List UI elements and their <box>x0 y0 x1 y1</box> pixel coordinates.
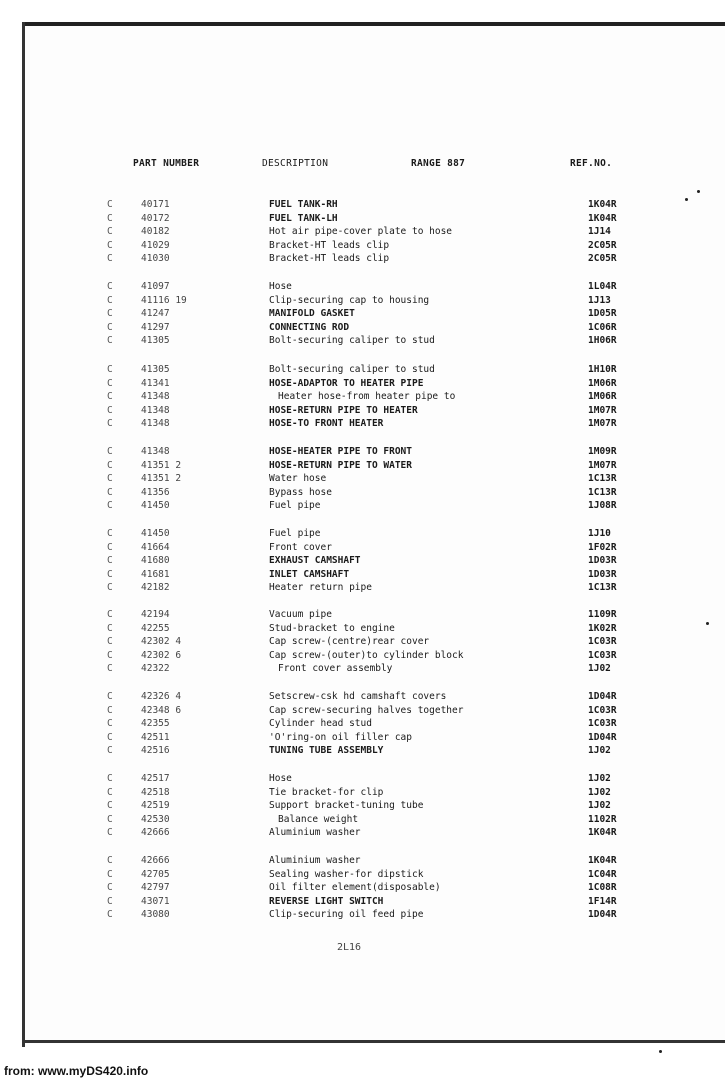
reference-number: 1M06R <box>588 377 617 389</box>
part-number: 42705 <box>141 868 170 880</box>
reference-number: 1C13R <box>588 582 617 594</box>
parts-group <box>0 690 660 758</box>
part-description: Setscrew-csk hd camshaft covers <box>269 691 447 702</box>
change-code: C <box>107 813 113 825</box>
table-row <box>0 459 660 473</box>
part-description: Hose <box>269 281 292 292</box>
table-row <box>0 881 660 895</box>
part-description: TUNING TUBE ASSEMBLY <box>269 745 384 757</box>
table-row <box>0 581 660 595</box>
reference-number: 1K04R <box>588 199 617 210</box>
part-description: Cap screw-securing halves together <box>269 704 464 716</box>
table-row <box>0 363 660 377</box>
part-number: 41029 <box>141 239 170 251</box>
change-code: C <box>107 718 113 730</box>
reference-number: 1M06R <box>588 391 617 403</box>
part-description: HOSE-RETURN PIPE TO WATER <box>269 459 412 471</box>
table-row <box>0 568 660 582</box>
change-code: C <box>107 609 113 620</box>
part-description: Cylinder head stud <box>269 718 372 730</box>
part-number: 41450 <box>141 500 170 512</box>
scan-speck <box>659 1050 662 1053</box>
change-code: C <box>107 636 113 648</box>
table-row <box>0 417 660 431</box>
part-description: Bypass hose <box>269 486 332 498</box>
reference-number: 1J10 <box>588 528 611 539</box>
reference-number: 1K02R <box>588 622 617 634</box>
reference-number: 1F14R <box>588 895 617 907</box>
header-ref-no: REF.NO. <box>570 158 613 169</box>
part-number: 40172 <box>141 212 170 224</box>
part-description: HOSE-HEATER PIPE TO FRONT <box>269 446 412 457</box>
change-code: C <box>107 773 113 784</box>
reference-number: 2C05R <box>588 253 617 265</box>
part-description: Oil filter element(disposable) <box>269 882 441 894</box>
part-description: Hose <box>269 773 292 784</box>
part-description: Front cover assembly <box>278 663 393 675</box>
part-number: 42518 <box>141 786 170 798</box>
table-row <box>0 744 660 758</box>
change-code: C <box>107 827 113 839</box>
table-row <box>0 252 660 266</box>
change-code: C <box>107 800 113 812</box>
reference-number: 1D04R <box>588 691 617 702</box>
part-description: Hot air pipe-cover plate to hose <box>269 226 453 238</box>
part-number: 41664 <box>141 541 170 553</box>
part-description: MANIFOLD GASKET <box>269 308 355 320</box>
change-code: C <box>107 446 113 457</box>
table-row <box>0 908 660 922</box>
table-row <box>0 294 660 308</box>
part-description: Fuel pipe <box>269 500 321 512</box>
change-code: C <box>107 582 113 594</box>
part-number: 41356 <box>141 486 170 498</box>
reference-number: 1D03R <box>588 568 617 580</box>
part-number: 41247 <box>141 308 170 320</box>
change-code: C <box>107 541 113 553</box>
change-code: C <box>107 253 113 265</box>
part-number: 41348 <box>141 404 170 416</box>
table-row <box>0 826 660 840</box>
change-code: C <box>107 294 113 306</box>
part-number: 41450 <box>141 528 170 539</box>
source-footer: from: www.myDS420.info <box>4 1064 149 1078</box>
part-description: Water hose <box>269 473 327 485</box>
part-description: Cap screw-(centre)rear cover <box>269 636 430 648</box>
part-number: 42302 4 <box>141 636 182 648</box>
reference-number: 1K04R <box>588 212 617 224</box>
table-row <box>0 307 660 321</box>
change-code: C <box>107 731 113 743</box>
part-description: Heater return pipe <box>269 582 372 594</box>
reference-number: 2C05R <box>588 239 617 251</box>
change-code: C <box>107 226 113 238</box>
part-description: HOSE-TO FRONT HEATER <box>269 418 384 430</box>
part-number: 42322 <box>141 663 170 675</box>
part-number: 42348 6 <box>141 704 182 716</box>
part-description: Cap screw-(outer)to cylinder block <box>269 649 464 661</box>
scan-speck <box>697 190 700 193</box>
change-code: C <box>107 868 113 880</box>
change-code: C <box>107 882 113 894</box>
reference-number: 1C08R <box>588 882 617 894</box>
reference-number: 1H06R <box>588 335 617 347</box>
reference-number: 1D03R <box>588 555 617 567</box>
table-row <box>0 321 660 335</box>
reference-number: 1M07R <box>588 404 617 416</box>
table-row <box>0 662 660 676</box>
reference-number: 1102R <box>588 813 617 825</box>
table-row <box>0 608 660 622</box>
part-description: Support bracket-tuning tube <box>269 800 424 812</box>
part-number: 42302 6 <box>141 649 182 661</box>
header-range: RANGE 887 <box>411 158 466 169</box>
part-description: 'O'ring-on oil filler cap <box>269 731 412 743</box>
change-code: C <box>107 377 113 389</box>
part-description: Bolt-securing caliper to stud <box>269 364 435 375</box>
part-description: Bolt-securing caliper to stud <box>269 335 435 347</box>
parts-group <box>0 363 660 431</box>
reference-number: 1J14 <box>588 226 611 238</box>
part-description: Fuel pipe <box>269 528 321 539</box>
reference-number: 1C04R <box>588 868 617 880</box>
part-description: REVERSE LIGHT SWITCH <box>269 895 384 907</box>
table-row <box>0 717 660 731</box>
part-number: 43071 <box>141 895 170 907</box>
bottom-border-rule <box>22 1040 725 1043</box>
reference-number: 1J02 <box>588 786 611 798</box>
page-number: 2L16 <box>337 942 362 953</box>
change-code: C <box>107 568 113 580</box>
part-description: Balance weight <box>278 813 359 825</box>
part-number: 42666 <box>141 827 170 839</box>
reference-number: 1H10R <box>588 364 617 375</box>
part-number: 41348 <box>141 418 170 430</box>
reference-number: 1D05R <box>588 308 617 320</box>
reference-number: 1K04R <box>588 827 617 839</box>
reference-number: 1C03R <box>588 649 617 661</box>
part-description: INLET CAMSHAFT <box>269 568 350 580</box>
reference-number: 1K04R <box>588 855 617 866</box>
change-code: C <box>107 308 113 320</box>
change-code: C <box>107 622 113 634</box>
change-code: C <box>107 391 113 403</box>
part-number: 41348 <box>141 446 170 457</box>
table-row <box>0 868 660 882</box>
table-row <box>0 622 660 636</box>
change-code: C <box>107 321 113 333</box>
table-row <box>0 239 660 253</box>
table-row <box>0 704 660 718</box>
parts-group <box>0 445 660 513</box>
change-code: C <box>107 745 113 757</box>
change-code: C <box>107 500 113 512</box>
part-description: Stud-bracket to engine <box>269 622 395 634</box>
change-code: C <box>107 663 113 675</box>
parts-group <box>0 854 660 922</box>
table-row <box>0 649 660 663</box>
part-description: Front cover <box>269 541 332 553</box>
part-number: 42182 <box>141 582 170 594</box>
change-code: C <box>107 555 113 567</box>
part-number: 41030 <box>141 253 170 265</box>
table-row <box>0 499 660 513</box>
table-row <box>0 772 660 786</box>
change-code: C <box>107 855 113 866</box>
part-number: 42517 <box>141 773 170 784</box>
reference-number: 1M07R <box>588 459 617 471</box>
change-code: C <box>107 239 113 251</box>
table-row <box>0 212 660 226</box>
table-row <box>0 554 660 568</box>
part-description: Clip-securing oil feed pipe <box>269 909 424 921</box>
part-description: Bracket-HT leads clip <box>269 239 390 251</box>
part-number: 41351 2 <box>141 473 182 485</box>
reference-number: 1J08R <box>588 500 617 512</box>
table-row <box>0 895 660 909</box>
change-code: C <box>107 404 113 416</box>
part-number: 42326 4 <box>141 691 182 702</box>
parts-group <box>0 608 660 676</box>
table-row <box>0 472 660 486</box>
reference-number: 1J02 <box>588 773 611 784</box>
part-number: 41297 <box>141 321 170 333</box>
parts-group <box>0 280 660 348</box>
table-row <box>0 854 660 868</box>
part-number: 42516 <box>141 745 170 757</box>
reference-number: 1J02 <box>588 663 611 675</box>
table-row <box>0 334 660 348</box>
part-description: Heater hose-from heater pipe to <box>278 391 456 403</box>
part-number: 42530 <box>141 813 170 825</box>
table-row <box>0 377 660 391</box>
part-number: 42797 <box>141 882 170 894</box>
part-number: 40182 <box>141 226 170 238</box>
change-code: C <box>107 895 113 907</box>
part-number: 41097 <box>141 281 170 292</box>
reference-number: 1C06R <box>588 321 617 333</box>
part-description: Bracket-HT leads clip <box>269 253 390 265</box>
change-code: C <box>107 473 113 485</box>
part-description: FUEL TANK-LH <box>269 212 338 224</box>
part-description: CONNECTING ROD <box>269 321 350 333</box>
part-description: Sealing washer-for dipstick <box>269 868 424 880</box>
table-row <box>0 390 660 404</box>
part-description: Aluminium washer <box>269 827 361 839</box>
part-description: Aluminium washer <box>269 855 361 866</box>
part-description: Vacuum pipe <box>269 609 332 620</box>
reference-number: 1L04R <box>588 281 617 292</box>
change-code: C <box>107 418 113 430</box>
part-number: 41305 <box>141 335 170 347</box>
reference-number: 1C03R <box>588 636 617 648</box>
part-description: FUEL TANK-RH <box>269 199 338 210</box>
part-description: HOSE-ADAPTOR TO HEATER PIPE <box>269 377 424 389</box>
part-number: 42355 <box>141 718 170 730</box>
scan-speck <box>685 198 688 201</box>
change-code: C <box>107 649 113 661</box>
table-row <box>0 527 660 541</box>
parts-group <box>0 198 660 266</box>
table-row <box>0 731 660 745</box>
table-row <box>0 225 660 239</box>
change-code: C <box>107 528 113 539</box>
part-number: 41116 19 <box>141 294 187 306</box>
part-description: EXHAUST CAMSHAFT <box>269 555 361 567</box>
part-description: Clip-securing cap to housing <box>269 294 430 306</box>
change-code: C <box>107 281 113 292</box>
change-code: C <box>107 704 113 716</box>
scan-speck <box>706 622 709 625</box>
part-number: 41341 <box>141 377 170 389</box>
change-code: C <box>107 486 113 498</box>
part-number: 42511 <box>141 731 170 743</box>
reference-number: 1C03R <box>588 704 617 716</box>
table-row <box>0 541 660 555</box>
part-number: 42519 <box>141 800 170 812</box>
change-code: C <box>107 909 113 921</box>
part-number: 41351 2 <box>141 459 182 471</box>
table-row <box>0 690 660 704</box>
table-row <box>0 404 660 418</box>
change-code: C <box>107 212 113 224</box>
table-row <box>0 786 660 800</box>
change-code: C <box>107 199 113 210</box>
reference-number: 1C13R <box>588 486 617 498</box>
top-border-rule <box>22 22 725 26</box>
table-row <box>0 635 660 649</box>
table-row <box>0 445 660 459</box>
reference-number: 1M09R <box>588 446 617 457</box>
reference-number: 1C13R <box>588 473 617 485</box>
part-number: 41305 <box>141 364 170 375</box>
reference-number: 1M07R <box>588 418 617 430</box>
reference-number: 1D04R <box>588 731 617 743</box>
part-number: 40171 <box>141 199 170 210</box>
part-description: Tie bracket-for clip <box>269 786 384 798</box>
parts-group <box>0 772 660 840</box>
table-row <box>0 799 660 813</box>
header-description: DESCRIPTION <box>262 158 329 169</box>
reference-number: 1F02R <box>588 541 617 553</box>
reference-number: 1J13 <box>588 294 611 306</box>
change-code: C <box>107 691 113 702</box>
part-number: 41680 <box>141 555 170 567</box>
table-row <box>0 486 660 500</box>
table-row <box>0 813 660 827</box>
part-number: 42194 <box>141 609 170 620</box>
reference-number: 1J02 <box>588 800 611 812</box>
part-number: 41681 <box>141 568 170 580</box>
part-number: 43080 <box>141 909 170 921</box>
change-code: C <box>107 786 113 798</box>
parts-group <box>0 527 660 595</box>
part-number: 41348 <box>141 391 170 403</box>
change-code: C <box>107 364 113 375</box>
table-row <box>0 198 660 212</box>
reference-number: 1C03R <box>588 718 617 730</box>
table-row <box>0 280 660 294</box>
reference-number: 1J02 <box>588 745 611 757</box>
reference-number: 1109R <box>588 609 617 620</box>
reference-number: 1D04R <box>588 909 617 921</box>
part-number: 42255 <box>141 622 170 634</box>
part-number: 42666 <box>141 855 170 866</box>
change-code: C <box>107 459 113 471</box>
header-part-number: PART NUMBER <box>133 158 200 169</box>
part-description: HOSE-RETURN PIPE TO HEATER <box>269 404 418 416</box>
change-code: C <box>107 335 113 347</box>
